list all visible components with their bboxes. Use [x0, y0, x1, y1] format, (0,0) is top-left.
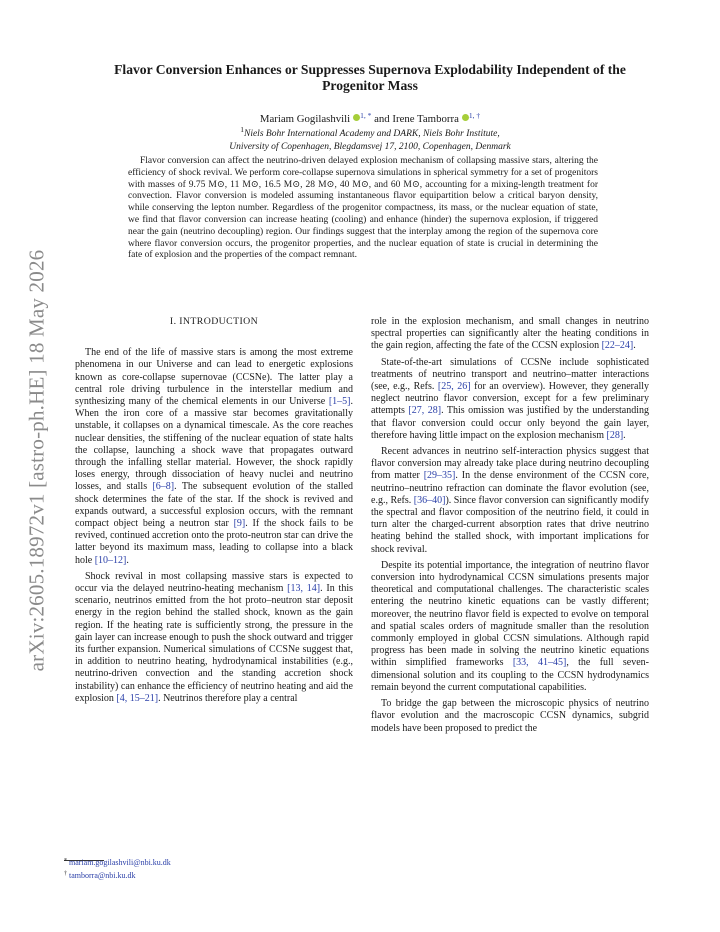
affiliation-mark: 1 [240, 125, 244, 134]
affiliation-line-2: University of Copenhagen, Blegdamsvej 17, 2100, Copenhagen, Denmark [229, 141, 511, 152]
author-name-1: Mariam Gogilashvili [259, 113, 351, 125]
paragraph-text: . The subsequent evolution of the stalled shock determines the fate of the star. If the shock is revived and expands outward, a successful explosion occurs, with the remnant compact object being a neutron star [75, 481, 354, 530]
body-paragraph [75, 571, 353, 705]
footnote-email-link[interactable]: mariam.gogilashvili@nbi.ku.dk [69, 858, 171, 867]
footnotes [64, 856, 344, 881]
citation-link[interactable]: [33, 41–45] [512, 657, 567, 669]
body-paragraph [371, 446, 649, 556]
paragraph-text: . In this scenario, neutrinos emitted from the hot proto–neutron star deposit energy in the region behind the stalled shock, known as the gain region. If the heating rate is sufficiently strong, the pressure in the gain layer can increase enough to push the shock outward and trigger its further expansion. Numerical simulations of CCSNe suggest that, in addition to neutrino heating, hydrodynamical instabilities (e.g., neutrino-driven convection and the standing accretion shock instability) can enhance the efficiency of neutrino heating and aid the explosion [75, 583, 353, 704]
body-paragraph [371, 357, 649, 442]
paragraph-text: . If the shock fails to be revived, continued accretion onto the proto-neutron star can drive the latter beyond its maximum mass, leading to collapse into a black hole [75, 518, 354, 566]
arxiv-identifier-stamp [22, 230, 52, 690]
paragraph-text: . [633, 340, 636, 352]
paragraph-text: . [126, 554, 129, 566]
paragraph-text: To bridge the gap between the microscopic physics of neutrino flavor evolution and the macroscopic CCSN dynamics, subgrid models have been proposed to predict the [371, 698, 649, 734]
body-paragraph [371, 698, 649, 735]
paragraph-text: State-of-the-art simulations of CCSNe include sophisticated treatments of neutrino transport and neutrino–matter interactions (see, e.g., Refs. [371, 356, 649, 393]
paragraph-text: Recent advances in neutrino self-interaction physics suggest that flavor conversion may already take place during neutrino decoupling from matter [371, 446, 649, 482]
body-paragraph [371, 560, 649, 694]
authors-joiner: and [374, 113, 390, 125]
paragraph-text: ). Since flavor conversion can significantly modify the spectral and flavor composition of the neutrino field, it could in turn alter the charged-current absorption rates that drive neutrino heating behind the stalled shock, with important implications for shock revival. [371, 494, 650, 555]
author-name-2: Irene Tamborra [392, 113, 459, 125]
paragraph-text: . This omission was justified by the understanding that flavor conversion could occur only beyond the gain layer, therefore having little impact on the explosion mechanism [371, 405, 649, 441]
paragraph-text: role in the explosion mechanism, and small changes in neutrino spectral properties can significantly alter the heating conditions in the gain region, affecting the fate of the CCSN explosion [371, 316, 649, 352]
arxiv-identifier-text: arXiv:2605.18972v1 [astro-ph.HE] 18 May 2026 [24, 249, 49, 671]
paragraph-text: . [623, 429, 626, 441]
paragraph-text: The end of the life of massive stars is among the most extreme phenomena in our Universe and can lead to energetic explosions known as core-collapse supernovae (CCSNe). The latter play a central role driving turbulence in the interstellar medium and synthesizing many of the chemical elements in our Universe [75, 347, 353, 408]
paragraph-text: . Neutrinos therefore play a central [158, 692, 298, 704]
left-column [75, 314, 353, 709]
body-paragraph [371, 316, 649, 353]
paragraph-text: Despite its potential importance, the integration of neutrino flavor conversion into hydrodynamical CCSN simulations presents major theoretical and computational challenges. The characteristic scales entering the neutrino kinetic equations can be vastly different; moreover, the neutrino flavor field is expected to evolve on temporal and spatial scales orders of magnitude smaller than the resolution commonly employed in global CCSN simulations. Although rapid progress has been made in solving the neutrino kinetic equations within simplified frameworks [371, 559, 649, 669]
paragraph-text: . When the iron core of a massive star becomes gravitationally unstable, it collapses on a dynamical timescale. As the core reaches nuclear densities, the stiffening of the nuclear equation of state halts the collapse, launching a shock wave that propagates outward through the infalling stellar material. However, the shock rapidly loses energy, through dissociation of heavy nuclei and neutrino losses, and stalls [75, 396, 353, 493]
citation-link[interactable]: [13, 14] [287, 583, 321, 595]
citation-link[interactable]: [6–8] [152, 481, 175, 493]
citation-link[interactable]: [9] [233, 518, 246, 530]
citation-link[interactable]: [27, 28] [408, 405, 442, 417]
citation-link[interactable]: [36–40] [413, 494, 446, 506]
affiliation-line-1: Niels Bohr International Academy and DARK, Niels Bohr Institute, [243, 129, 500, 139]
author-marks-1: 1, * [360, 111, 372, 120]
body-paragraph [75, 347, 353, 567]
paragraph-text: for an overview). However, they generally neglect neutrino flavor conversion, except for a few preliminary attempts [371, 381, 649, 417]
footnote-2: † tamborra@nbi.ku.dk [64, 870, 136, 880]
footnote-1: * mariam.gogilashvili@nbi.ku.dk [64, 858, 171, 867]
citation-link[interactable]: [4, 15–21] [116, 692, 159, 704]
right-column [371, 316, 649, 739]
section-heading-introduction: I. INTRODUCTION [169, 316, 259, 327]
right-column-body [371, 316, 649, 735]
citation-link[interactable]: [25, 26] [437, 381, 471, 393]
paragraph-text: , the full seven-dimensional solution and its coupling to the CCSN hydrodynamics remain beyond the current computational capabilities. [371, 657, 649, 693]
footnote-email-link[interactable]: tamborra@nbi.ku.dk [69, 870, 136, 880]
citation-link[interactable]: [28] [606, 429, 624, 441]
citation-link[interactable]: [22–24] [601, 340, 634, 352]
citation-link[interactable]: [29–35] [423, 470, 456, 482]
abstract: Flavor conversion can affect the neutrino-driven delayed explosion mechanism of collapsing massive stars, altering the efficiency of shock revival. We perform core-collapse supernova simulations in spherical symmetry for a set of progenitors with masses of 9.75 M⊙, 11 M⊙, 16.5 M⊙, 28 M⊙, 40 M⊙, and 60 M⊙, accounting for a mixing-length treatment for convection. Flavor conversion is modeled assuming instantaneous flavor equipartition below a critical baryon density, while conserving the lepton number. Regardless of the progenitor compactness, its mass, or the nuclear equation of state, we find that flavor conversion can increase heating (cooling) and enhance (hinder) the supernova explosion, if triggered near the gain (neutrino decoupling) region. Our findings suggest that the interplay among the region of the supernova core where flavor conversion occurs, the progenitor properties, and the nuclear equation of state is crucial in determining the fate of explosion and the properties of the compact remnant. [128, 156, 598, 261]
paragraph-text: . In the dense environment of the CCSN core, neutrino–neutrino refraction can dominate the flavor evolution (see, e.g., Refs. [371, 470, 649, 506]
affiliation [100, 124, 640, 153]
orcid-icon[interactable] [462, 114, 469, 121]
citation-link[interactable]: [10–12] [94, 554, 127, 566]
citation-link[interactable]: [1–5] [328, 396, 351, 408]
author-marks-2: 1, † [468, 111, 481, 120]
paper-title: Flavor Conversion Enhances or Suppresses Supernova Explodability Independent of the Progenitor Mass [114, 62, 626, 93]
paragraph-text: Shock revival in most collapsing massive stars is expected to occur via the delayed neutrino-heating mechanism [75, 570, 353, 595]
left-column-body [75, 347, 353, 705]
